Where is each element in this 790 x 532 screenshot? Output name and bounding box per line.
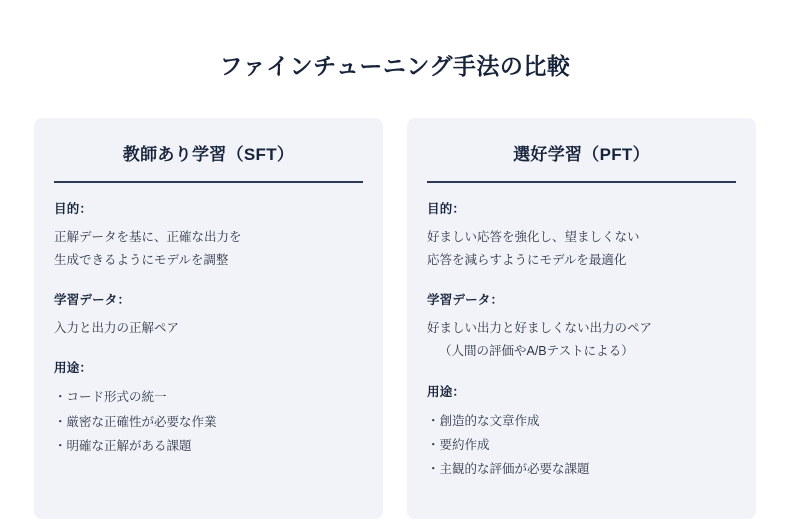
card-sft (34, 118, 383, 519)
card-sft-title: 教師あり学習（SFT） (54, 140, 363, 183)
section-label: 学習データ： (54, 293, 131, 308)
list-item: ・主観的な評価が必要な課題 (427, 462, 590, 477)
bullet-list (427, 409, 736, 482)
section-line: （人間の評価やA/Bテストによる） (439, 344, 634, 359)
card-pft (407, 118, 756, 519)
card-pft-section-data (427, 290, 736, 363)
section-label: 目的： (427, 202, 466, 216)
list-item: ・厳密な正確性が必要な作業 (54, 414, 217, 429)
page-title: ファインチューニング手法の比較 (219, 53, 571, 79)
card-sft-section-purpose (54, 199, 363, 272)
list-item: ・要約作成 (427, 437, 490, 452)
section-label: 目的： (54, 202, 93, 216)
card-pft-section-purpose (427, 199, 736, 272)
bullet-list (54, 385, 363, 458)
cards-container (0, 118, 790, 519)
section-label: 用途： (427, 384, 466, 399)
section-line: 正解データを基に、正確な出力を (54, 230, 242, 244)
card-sft-section-data (54, 290, 363, 340)
card-sft-section-usage (54, 358, 363, 458)
card-pft-title: 選好学習（PFT） (427, 140, 736, 183)
section-line: 入力と出力の正解ペア (54, 321, 180, 336)
card-pft-section-usage (427, 382, 736, 482)
section-line: 好ましい応答を強化し、望ましくない (427, 230, 640, 244)
list-item: ・コード形式の統一 (54, 390, 167, 405)
section-line: 応答を減らすようにモデルを最適化 (427, 253, 627, 268)
section-line: 生成できるようにモデルを調整 (54, 253, 229, 268)
list-item: ・明確な正解がある課題 (54, 439, 192, 454)
section-label: 用途： (54, 361, 93, 376)
section-line: 好ましい出力と好ましくない出力のペア (427, 321, 653, 336)
list-item: ・創造的な文章作成 (427, 413, 540, 428)
section-label: 学習データ： (427, 293, 504, 308)
